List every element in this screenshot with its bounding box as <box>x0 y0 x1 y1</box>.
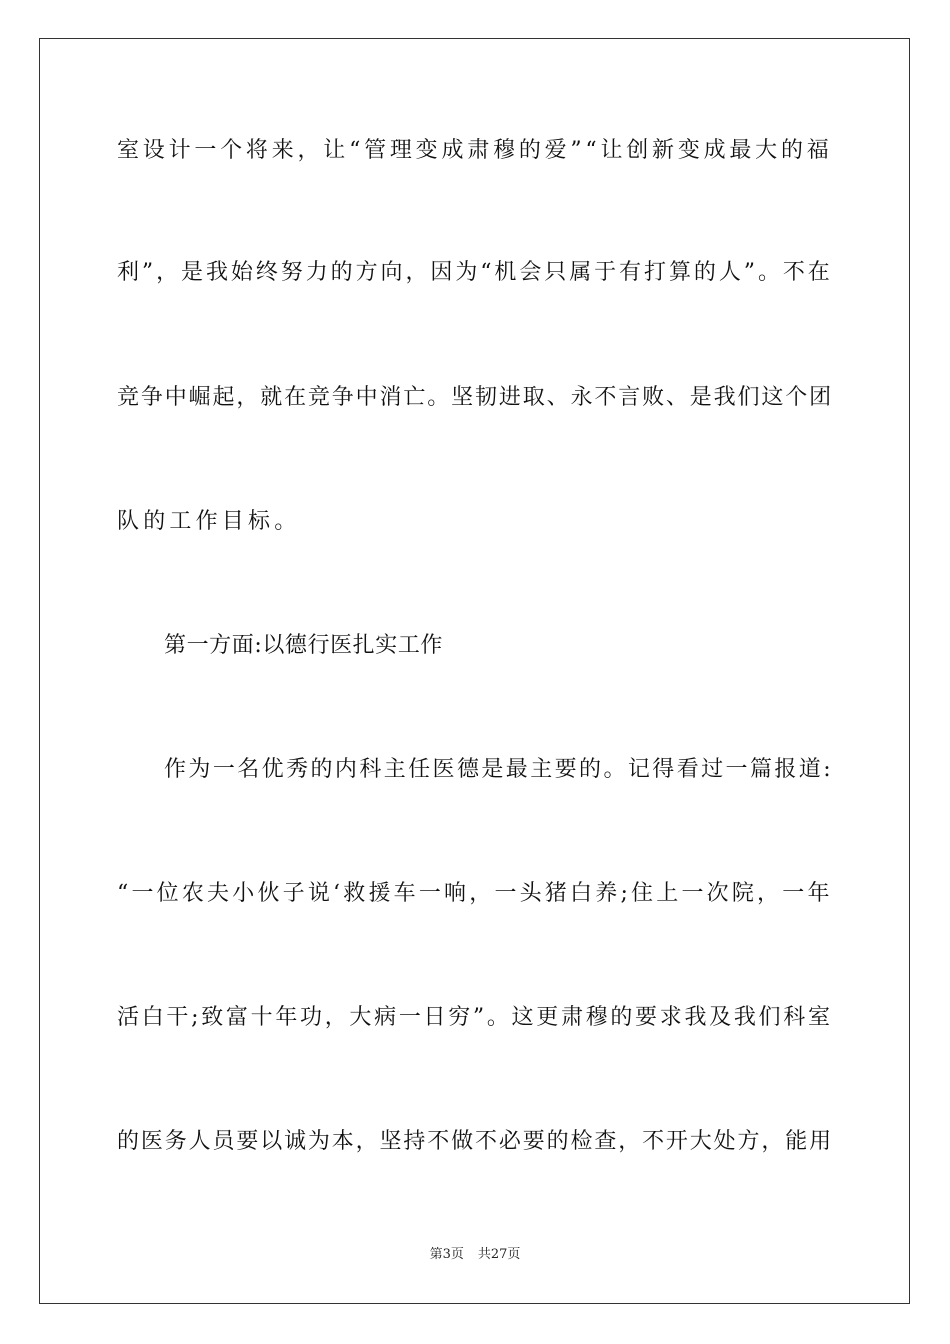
page-footer <box>0 1246 950 1264</box>
page-total: 共27页 <box>477 1247 521 1262</box>
text-line-2: 利”，是我始终努力的方向，因为“机会只属于有打算的人”。不在 <box>117 260 833 285</box>
page-border <box>39 38 910 1304</box>
text-line-9: 的医务人员要以诚为本，坚持不做不必要的检查，不开大处方，能用 <box>117 1129 834 1154</box>
text-line-3: 竞争中崛起，就在竞争中消亡。坚韧进取、永不言败、是我们这个团 <box>117 385 834 410</box>
text-line-7: “一位农夫小伙子说‘救援车一响，一头猪白养;住上一次院，一年 <box>117 881 833 906</box>
text-line-6: 作为一名优秀的内科主任医德是最主要的。记得看过一篇报道: <box>164 757 834 782</box>
page-number: 第3页 <box>429 1247 464 1262</box>
section-heading: 第一方面:以德行医扎实工作 <box>164 633 444 658</box>
text-line-8: 活白干;致富十年功，大病一日穷”。这更肃穆的要求我及我们科室 <box>117 1005 833 1030</box>
text-line-4: 队的工作目标。 <box>117 509 301 534</box>
text-line-1: 室设计一个将来，让“管理变成肃穆的爱”“让创新变成最大的福 <box>117 138 833 163</box>
